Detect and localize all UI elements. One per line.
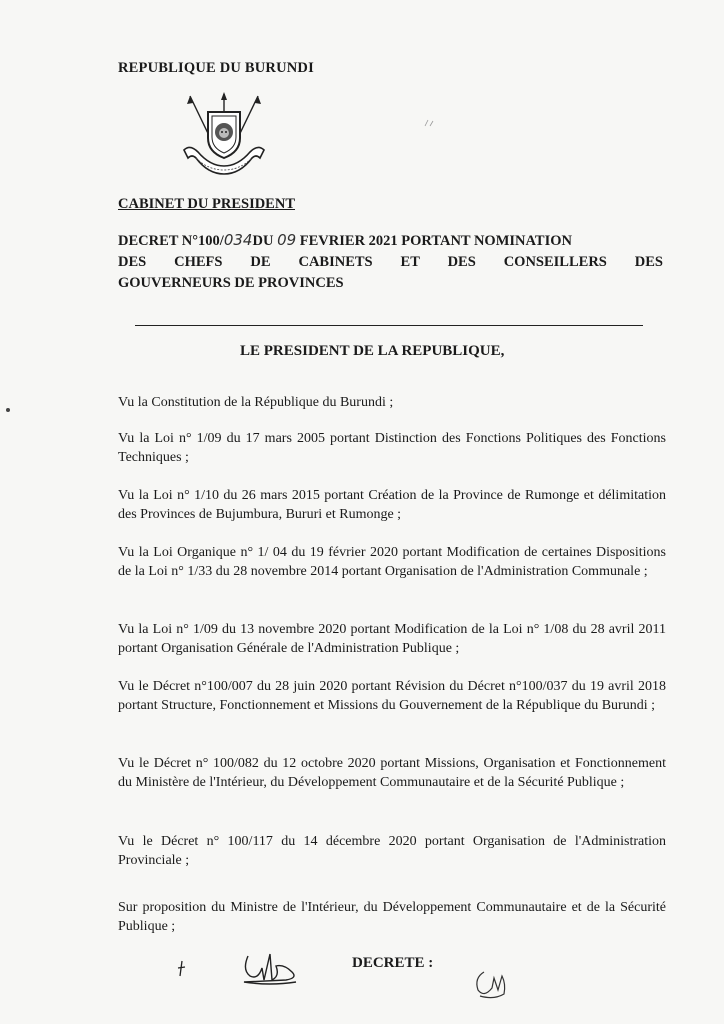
handwritten-decree-number: 034 <box>223 231 253 249</box>
paragraph-text: Vu la Loi Organique n° 1/ 04 du 19 février 2020 portant Modification de certaines Dispositions de la Loi n° 1/33 du 28 novembre 2014 portant Organisation de l'Administration Communale ; <box>118 545 666 579</box>
coat-of-arms-emblem <box>176 92 272 180</box>
paragraph-text: Vu le Décret n°100/007 du 28 juin 2020 portant Révision du Décret n°100/037 du 19 avril 2018 portant Structure, Fonctionnement et Missions du Gouvernement de la République du Burundi ; <box>118 679 666 713</box>
paragraph-text: Vu le Décret n° 100/117 du 14 décembre 2020 portant Organisation de l'Administration Provinciale ; <box>118 834 666 868</box>
decree-du: DU <box>252 233 274 249</box>
stray-mark <box>424 118 434 128</box>
cabinet-heading: CABINET DU PRESIDENT <box>118 196 295 212</box>
decree-line1-rest: FEVRIER 2021 PORTANT NOMINATION <box>299 233 572 249</box>
decree-title-line-2: DES CHEFS DE CABINETS ET DES CONSEILLERS DES <box>118 254 663 270</box>
decrete-heading: DECRETE : <box>352 955 434 971</box>
handwritten-tick-mark <box>176 960 188 978</box>
paragraph-decret-117 <box>118 832 666 870</box>
decree-title <box>118 230 663 294</box>
paragraph-text: Vu la Constitution de la République du Burundi ; <box>118 395 394 410</box>
paragraph-proposition <box>118 898 666 936</box>
decree-title-line-1 <box>118 230 663 252</box>
horizontal-divider <box>135 325 643 326</box>
handwritten-decree-day: 09 <box>277 231 297 249</box>
paragraph-loi-2015 <box>118 486 666 524</box>
decree-prefix: DECRET N°100/ <box>118 233 224 249</box>
paragraph-constitution <box>118 393 666 412</box>
signature-initials-left <box>240 946 300 988</box>
paragraph-decret-082 <box>118 754 666 792</box>
paragraph-text: Vu le Décret n° 100/082 du 12 octobre 2020 portant Missions, Organisation et Fonctionnement du Ministère de l'Intérieur, du Développement Communautaire et de la Sécurité Publique ; <box>118 756 666 790</box>
paragraph-loi-2005 <box>118 429 666 467</box>
paragraph-text: Vu la Loi n° 1/09 du 17 mars 2005 portant Distinction des Fonctions Politiques des Fonctions Techniques ; <box>118 431 666 465</box>
paragraph-loi-organique-2020 <box>118 543 666 581</box>
paragraph-text: Sur proposition du Ministre de l'Intérieur, du Développement Communautaire et de la Sécurité Publique ; <box>118 900 666 934</box>
president-heading: LE PRESIDENT DE LA REPUBLIQUE, <box>240 343 505 359</box>
country-header: REPUBLIQUE DU BURUNDI <box>118 60 314 76</box>
scan-speck <box>6 408 10 412</box>
signature-initials-right <box>470 964 510 1002</box>
paragraph-text: Vu la Loi n° 1/09 du 13 novembre 2020 portant Modification de la Loi n° 1/08 du 28 avril 2011 portant Organisation Générale de l'Administration Publique ; <box>118 622 666 656</box>
decree-title-line-3: GOUVERNEURS DE PROVINCES <box>118 275 344 291</box>
paragraph-loi-nov-2020 <box>118 620 666 658</box>
paragraph-text: Vu la Loi n° 1/10 du 26 mars 2015 portant Création de la Province de Rumonge et délimitation des Provinces de Bujumbura, Bururi et Rumonge ; <box>118 488 666 522</box>
paragraph-decret-007 <box>118 677 666 715</box>
